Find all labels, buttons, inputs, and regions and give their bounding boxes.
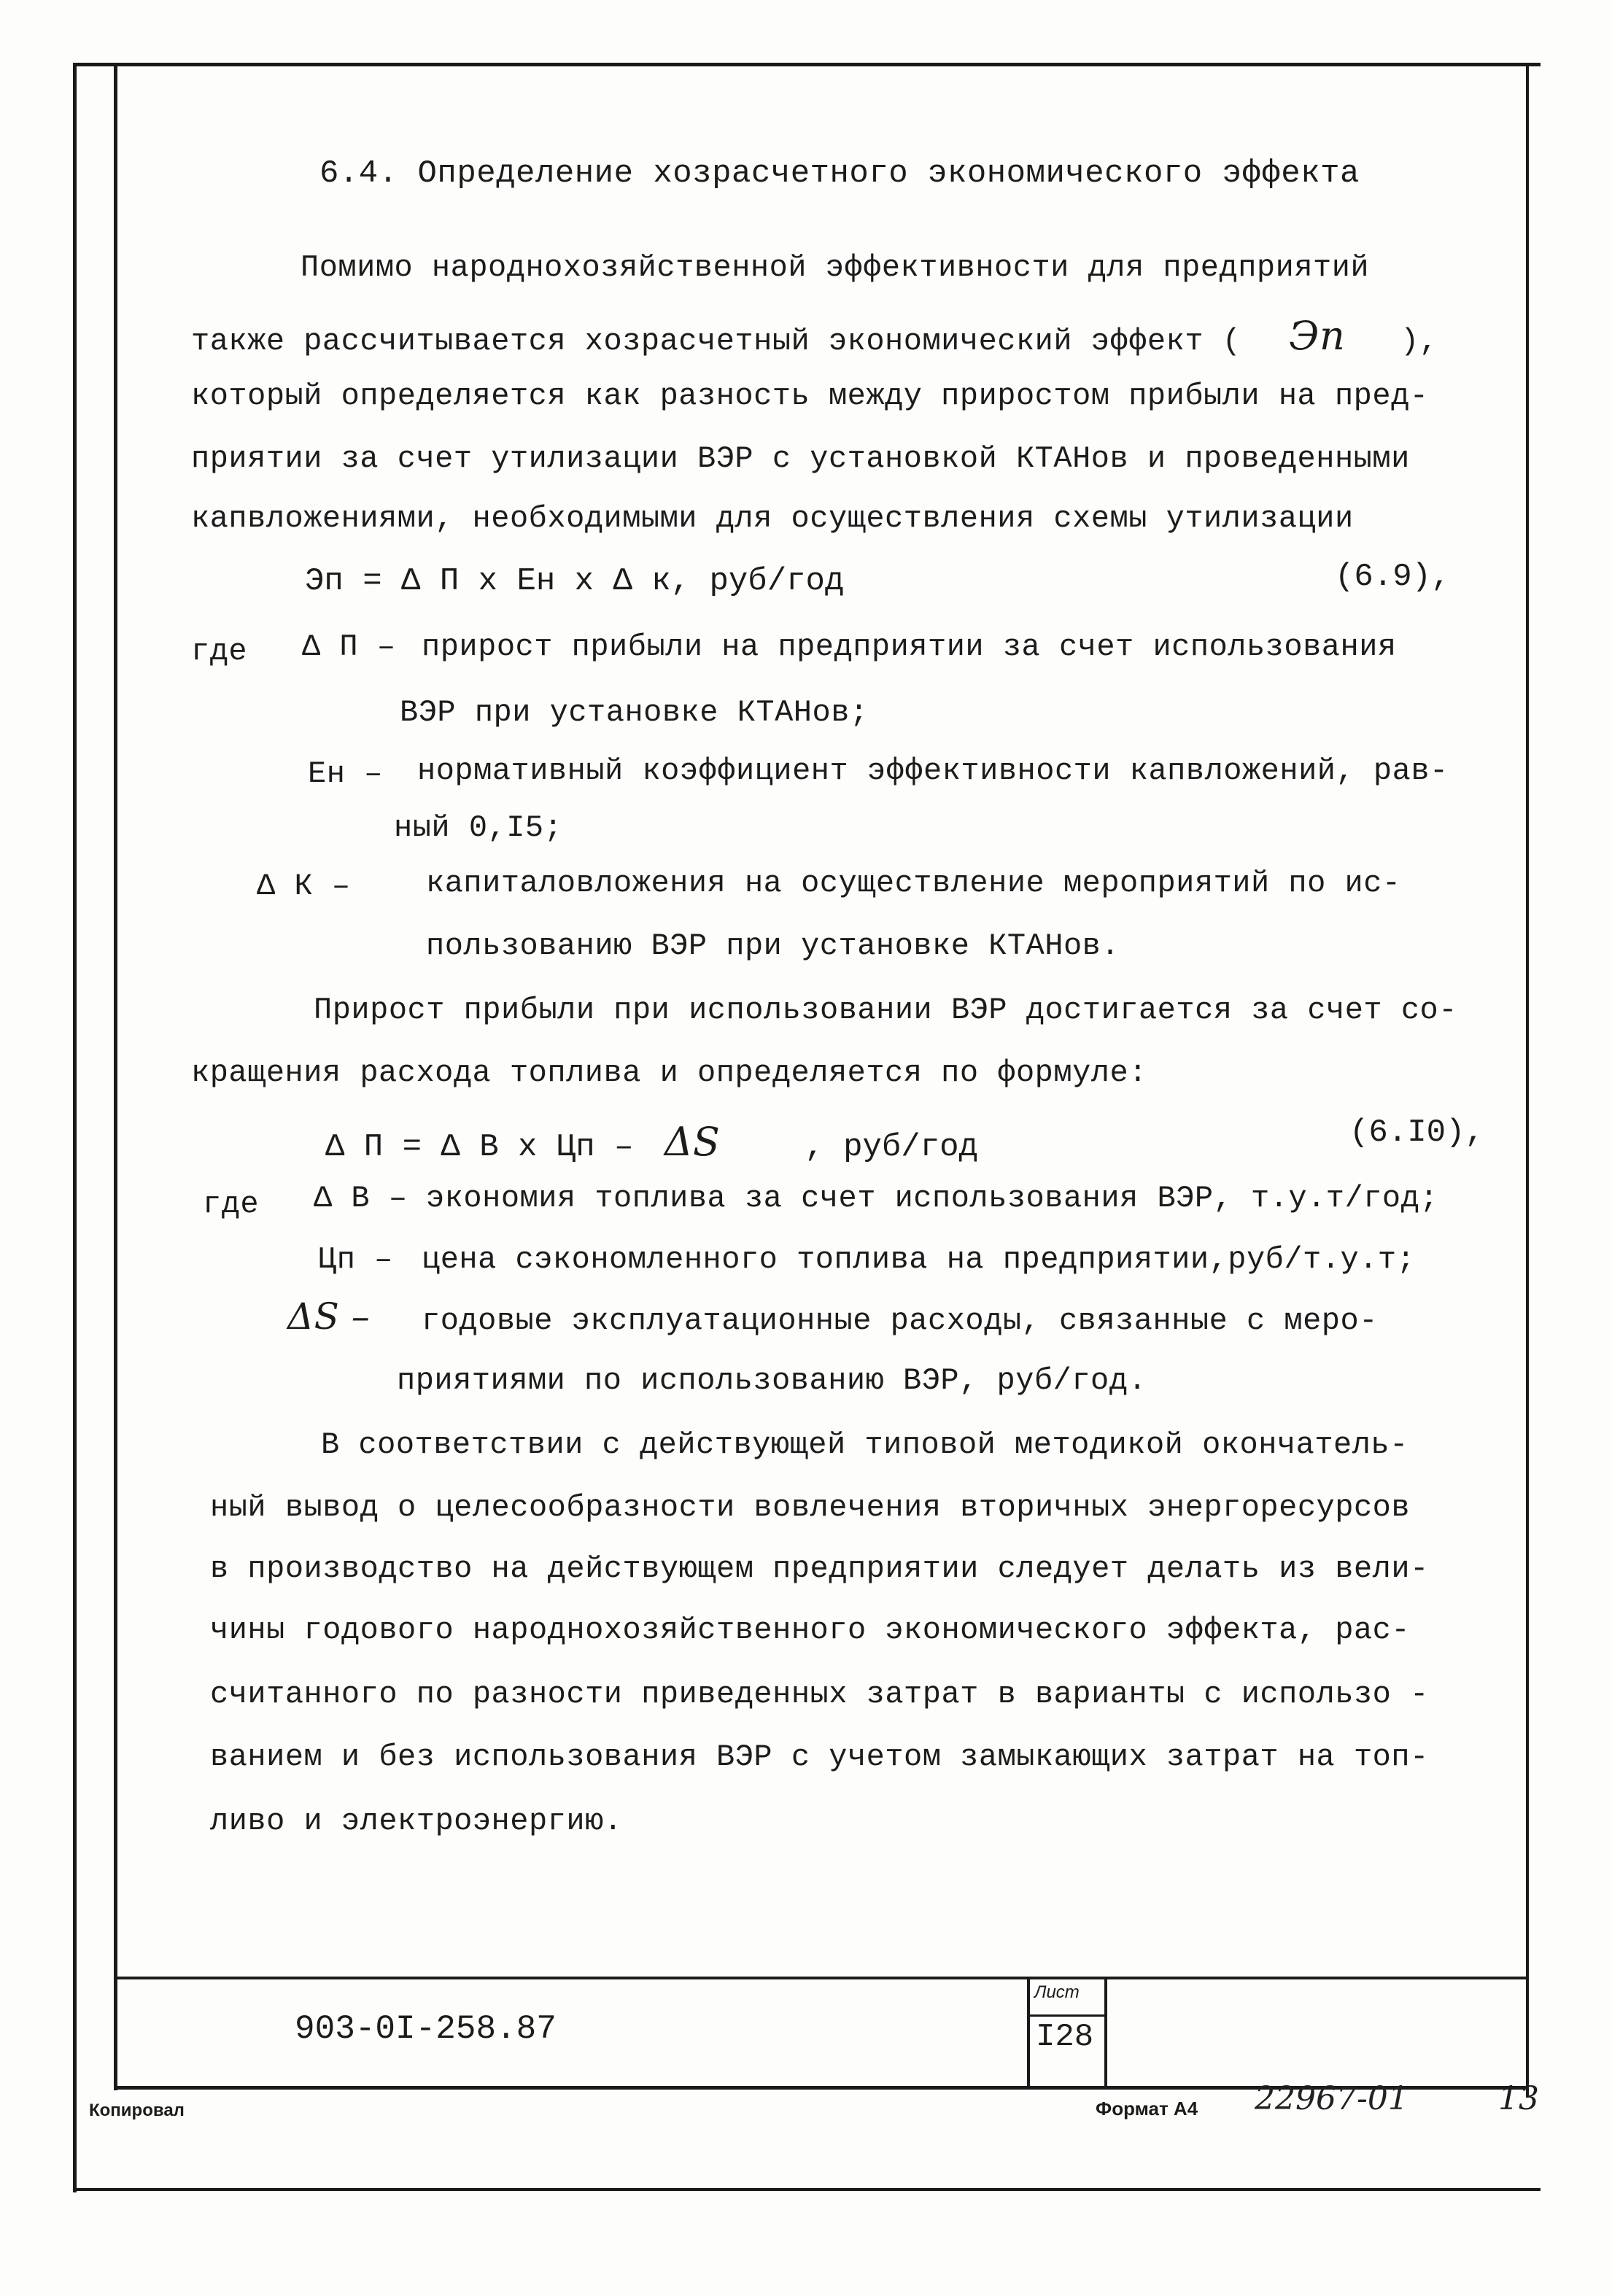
def-text-cp: цена сэкономленного топлива на предприятии,руб/т.у.т; (422, 1242, 1416, 1277)
def-text-delta-p-2: ВЭР при установке КТАНов; (400, 695, 869, 730)
def-symbol-cp: Цп – (318, 1242, 393, 1277)
sheet-box-left-line (1027, 1977, 1030, 2089)
intro-line-2-text: также рассчитывается хозрасчетный экономический эффект ( (191, 324, 1241, 359)
intro-symbol-close: ), (1400, 324, 1438, 359)
title-block-top-line (114, 1977, 1529, 1979)
frame-top-line (73, 63, 1541, 66)
def-symbol-delta-k: Δ К – (257, 869, 351, 904)
intro-line-1: Помимо народнохозяйственной эффективности для предприятий (301, 250, 1370, 285)
document-code: 903-0I-258.87 (295, 2010, 557, 2048)
formula-6-10-number: (6.I0), (1349, 1114, 1484, 1151)
outer-bottom-line (73, 2188, 1541, 2191)
sheet-box-divider (1027, 2014, 1107, 2017)
inventory-number: 22967-01 (1255, 2080, 1408, 2117)
para-2-line-2: кращения расхода топлива и определяется по формуле: (191, 1055, 1147, 1090)
para-3-line-2: ный вывод о целесообразности вовлечения вторичных энергоресурсов (210, 1490, 1411, 1525)
para-3-line-1: В соответствии с действующей типовой методикой окончатель- (321, 1427, 1408, 1462)
frame-outer-left-line (73, 63, 77, 2192)
sheet-mark: 13 (1498, 2080, 1539, 2117)
def-text-delta-k-2: пользованию ВЭР при установке КТАНов. (426, 928, 1120, 963)
sheet-box-right-line (1104, 1977, 1107, 2089)
para-3-line-4: чины годового народнохозяйственного экономического эффекта, рас- (210, 1613, 1411, 1648)
def-symbol-en: Ен – (308, 756, 383, 791)
intro-line-2 (191, 313, 1438, 359)
format-label: Формат А4 (1096, 2098, 1198, 2119)
where-label-1: где (191, 634, 248, 669)
def-symbol-delta-p: Δ П – (302, 629, 396, 664)
para-3-line-3: в производство на действующем предприятии следует делать из вели- (210, 1551, 1429, 1586)
formula-6-10-left: Δ П = Δ В х Цп – (325, 1129, 634, 1166)
formula-6-10-unit: , руб/год (805, 1129, 978, 1166)
formula-6-10 (325, 1119, 978, 1166)
def-text-delta-p-1: прирост прибыли на предприятии за счет использования (422, 629, 1397, 664)
para-3-line-6: ванием и без использования ВЭР с учетом замыкающих затрат на топ- (210, 1740, 1429, 1775)
para-3-line-7: ливо и электроэнергию. (210, 1804, 623, 1839)
sheet-label: Лист (1034, 1982, 1080, 2002)
intro-line-5: капвложениями, необходимыми для осуществления схемы утилизации (191, 501, 1354, 536)
def-text-delta-k-1: капиталовложения на осуществление мероприятий по ис- (426, 866, 1401, 901)
def-text-delta-s-2: приятиями по использованию ВЭР, руб/год. (397, 1363, 1147, 1398)
intro-line-3: который определяется как разность между приростом прибыли на пред- (191, 379, 1429, 414)
formula-6-9-number: (6.9), (1335, 559, 1451, 595)
para-2-line-1: Прирост прибыли при использовании ВЭР достигается за счет со- (314, 993, 1457, 1028)
def-symbol-delta-b: Δ В – (314, 1181, 408, 1216)
def-text-en-2: ный 0,I5; (394, 810, 563, 845)
section-heading: 6.4. Определение хозрасчетного экономического эффекта (319, 155, 1360, 192)
formula-6-10-script-term: ΔS (664, 1119, 720, 1165)
def-text-delta-s-1: годовые эксплуатационные расходы, связанные с меро- (422, 1303, 1378, 1338)
frame-left-line (114, 63, 117, 2090)
intro-line-4: приятии за счет утилизации ВЭР с установкой КТАНов и проведенными (191, 441, 1410, 476)
frame-right-line (1526, 63, 1529, 2098)
def-symbol-delta-s: ΔS – (287, 1295, 371, 1338)
def-text-delta-b: экономия топлива за счет использования ВЭР, т.у.т/год; (426, 1181, 1439, 1216)
para-3-line-5: считанного по разности приведенных затрат в варианты с использо - (210, 1677, 1429, 1712)
formula-6-9: Эп = Δ П х Ен х Δ к, руб/год (305, 563, 845, 600)
intro-symbol: Эп (1289, 313, 1346, 359)
where-label-2: где (203, 1187, 260, 1222)
copied-by-label: Копировал (89, 2101, 185, 2120)
def-text-en-1: нормативный коэффициент эффективности капвложений, рав- (417, 753, 1449, 788)
sheet-number: I28 (1036, 2019, 1094, 2055)
